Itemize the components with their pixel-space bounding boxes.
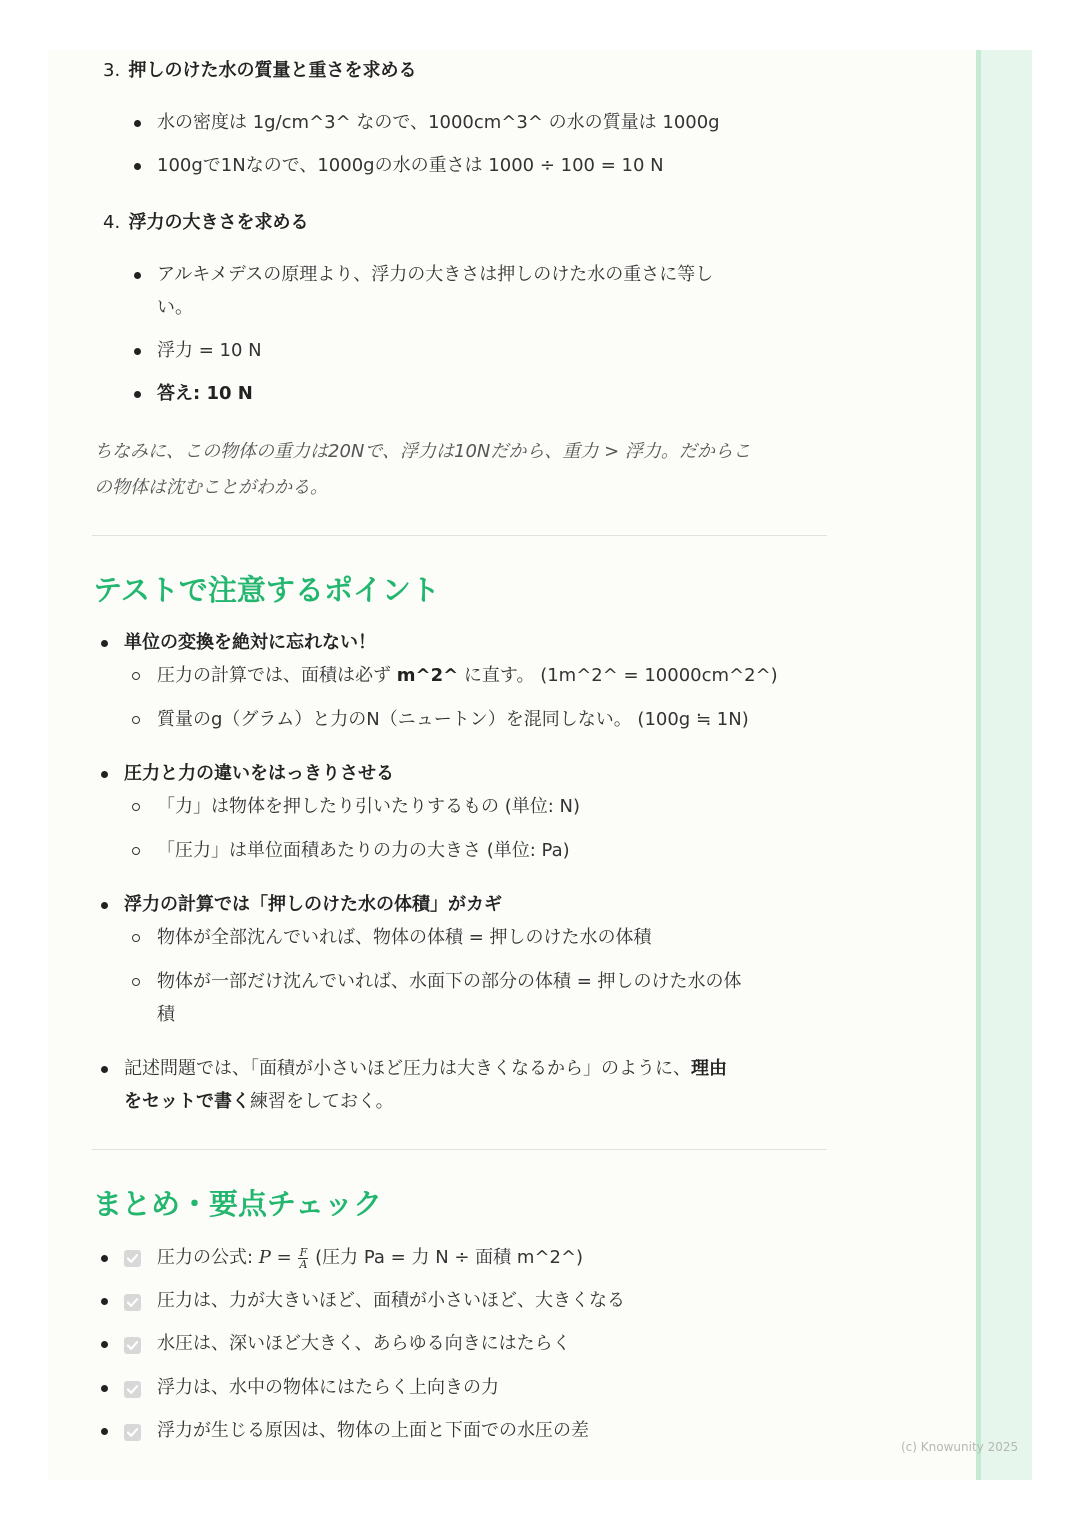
summary-item-3: 水圧は、深いほど大きく、あらゆる向きにはたらく — [157, 1333, 571, 1354]
step-4-number: 4. — [103, 212, 121, 233]
sub-bullet-icon — [132, 934, 140, 942]
bullet-icon — [101, 1341, 108, 1348]
summary-item-5: 浮力が生じる原因は、物体の上面と下面での水圧の差 — [157, 1420, 589, 1441]
bullet-icon — [101, 771, 108, 778]
bullet-icon — [101, 1066, 108, 1073]
step-4-item-1-cont: い。 — [157, 297, 193, 318]
section-divider — [92, 535, 827, 536]
test-point-1-sub-1: 圧力の計算では、面積は必ず m^2^ に直す。 (1m^2^ = 10000cm^2^) — [157, 665, 778, 686]
step-4-answer: 答え: 10 N — [157, 383, 253, 404]
step-3-item-1: 水の密度は 1g/cm^3^ なので、1000cm^3^ の水の質量は 1000g — [157, 112, 720, 133]
summary-item-1: 圧力の公式: P = $\frac{F}{A}$ (圧力 Pa = 力 N ÷ 面積 m^2^) — [157, 1245, 584, 1271]
bullet-icon — [134, 391, 141, 398]
sub-bullet-icon — [132, 978, 140, 986]
sub-bullet-icon — [132, 803, 140, 811]
step-3-number: 3. — [103, 60, 121, 81]
right-margin-rail — [978, 50, 1032, 1480]
test-point-3-sub-2-cont: 積 — [157, 1004, 175, 1025]
test-point-3-title: 浮力の計算では「押しのけた水の体積」がカギ — [124, 894, 502, 915]
sub-bullet-icon — [132, 716, 140, 724]
summary-item-2: 圧力は、力が大きいほど、面積が小さいほど、大きくなる — [157, 1290, 625, 1311]
checkbox-checked-icon — [124, 1337, 141, 1354]
bullet-icon — [101, 1255, 108, 1262]
sub-bullet-icon — [132, 672, 140, 680]
test-points-heading: テストで注意するポイント — [93, 573, 440, 607]
bullet-icon — [101, 902, 108, 909]
test-point-1-title: 単位の変換を絶対に忘れない！ — [124, 632, 376, 653]
test-point-2-sub-2: 「圧力」は単位面積あたりの力の大きさ (単位: Pa) — [157, 840, 570, 861]
checkbox-checked-icon — [124, 1294, 141, 1311]
note-line-2: の物体は沈むことがわかる。 — [94, 477, 328, 498]
bullet-icon — [101, 1298, 108, 1305]
step-4-item-1: アルキメデスの原理より、浮力の大きさは押しのけた水の重さに等し — [157, 264, 714, 285]
step-3-title — [103, 56, 416, 82]
bullet-icon — [101, 1385, 108, 1392]
note-line-1: ちなみに、この物体の重力は20Nで、浮力は10Nだから、重力 > 浮力。だからこ — [94, 441, 751, 462]
summary-item-4: 浮力は、水中の物体にはたらく上向きの力 — [157, 1377, 499, 1398]
checkbox-checked-icon — [124, 1424, 141, 1441]
summary-heading: まとめ・要点チェック — [93, 1187, 383, 1221]
step-4-item-2: 浮力 = 10 N — [157, 340, 262, 361]
step-3-item-2: 100gで1Nなので、1000gの水の重さは 1000 ÷ 100 = 10 N — [157, 155, 664, 176]
test-point-2-title: 圧力と力の違いをはっきりさせる — [124, 763, 394, 784]
test-point-3-sub-1: 物体が全部沈んでいれば、物体の体積 = 押しのけた水の体積 — [157, 927, 652, 948]
section-divider — [92, 1149, 827, 1150]
step-4-title-text: 浮力の大きさを求める — [128, 212, 309, 233]
sub-bullet-icon — [132, 847, 140, 855]
copyright-footer: (c) Knowunity 2025 — [901, 1440, 1019, 1454]
test-point-1-sub-2: 質量のg（グラム）と力のN（ニュートン）を混同しない。 (100g ≒ 1N) — [157, 709, 749, 730]
checkbox-checked-icon — [124, 1381, 141, 1398]
fraction-f-over-a: $\frac{F}{A}$ — [299, 1245, 308, 1271]
bullet-icon — [134, 348, 141, 355]
bullet-icon — [134, 120, 141, 127]
step-3-title-text: 押しのけた水の質量と重さを求める — [128, 60, 417, 81]
test-point-4-line-2: をセットで書く練習をしておく。 — [124, 1091, 394, 1112]
right-margin-border — [976, 50, 981, 1480]
bullet-icon — [134, 163, 141, 170]
bullet-icon — [101, 640, 108, 647]
test-point-3-sub-2: 物体が一部だけ沈んでいれば、水面下の部分の体積 = 押しのけた水の体 — [157, 971, 742, 992]
bullet-icon — [134, 272, 141, 279]
test-point-4-line-1: 記述問題では、「面積が小さいほど圧力は大きくなるから」のように、理由 — [124, 1058, 727, 1079]
step-4-title — [103, 208, 308, 234]
test-point-2-sub-1: 「力」は物体を押したり引いたりするもの (単位: N) — [157, 796, 581, 817]
note-paragraph — [94, 434, 834, 506]
checkbox-checked-icon — [124, 1250, 141, 1267]
bullet-icon — [101, 1428, 108, 1435]
